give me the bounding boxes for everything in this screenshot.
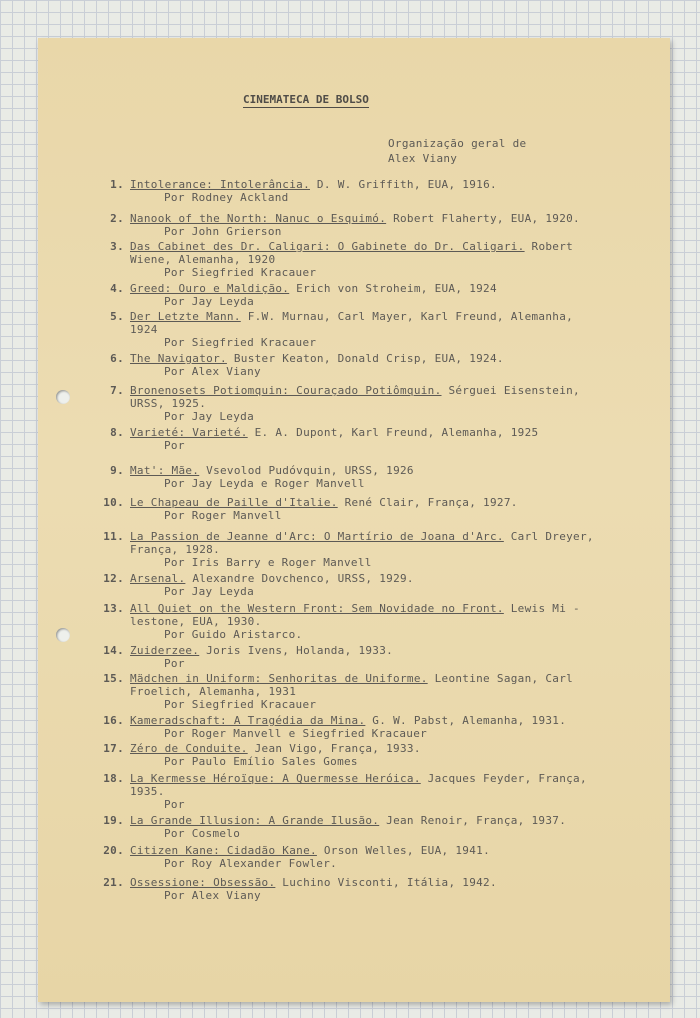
entry-number: 10. xyxy=(103,496,124,509)
entry-main-line xyxy=(130,772,650,785)
entry-author: Por Iris Barry e Roger Manvell xyxy=(164,556,372,569)
entry-continuation: França, 1928. xyxy=(130,543,220,556)
entry-author: Por Siegfried Kracauer xyxy=(164,266,317,279)
entry-number: 15. xyxy=(103,672,124,685)
film-title: Zuiderzee. xyxy=(130,644,200,657)
entry-main-line xyxy=(130,212,650,225)
film-title: Le Chapeau de Paille d'Italie. xyxy=(130,496,338,509)
film-title: Arsenal. xyxy=(130,572,186,585)
entry-main-line xyxy=(130,426,650,439)
entry-number: 11. xyxy=(103,530,124,543)
entry-author: Por Alex Viany xyxy=(164,889,261,902)
entry-main-line xyxy=(130,672,650,685)
film-title: Citizen Kane: Cidadão Kane. xyxy=(130,844,317,857)
film-credits: Erich von Stroheim, EUA, 1924 xyxy=(289,282,497,295)
film-title: Der Letzte Mann. xyxy=(130,310,241,323)
film-credits: Jean Vigo, França, 1933. xyxy=(247,742,421,755)
film-credits: Sérguei Eisenstein, xyxy=(441,384,580,397)
entry-author: Por Jay Leyda xyxy=(164,410,254,423)
film-title: Ossessione: Obsessão. xyxy=(130,876,276,889)
entry-continuation: 1935. xyxy=(130,785,165,798)
entry-number: 8. xyxy=(110,426,124,439)
entry-main-line xyxy=(130,644,650,657)
entry-number: 1. xyxy=(110,178,124,191)
entry-number: 16. xyxy=(103,714,124,727)
entry-number: 20. xyxy=(103,844,124,857)
entry-author: Por Alex Viany xyxy=(164,365,261,378)
document-title: CINEMATECA DE BOLSO xyxy=(243,93,369,106)
entry-continuation: URSS, 1925. xyxy=(130,397,207,410)
entry-main-line xyxy=(130,844,650,857)
entry-continuation: Wiene, Alemanha, 1920 xyxy=(130,253,276,266)
entry-author: Por Paulo Emílio Sales Gomes xyxy=(164,755,358,768)
entry-number: 12. xyxy=(103,572,124,585)
entry-number: 2. xyxy=(110,212,124,225)
entry-main-line xyxy=(130,602,650,615)
typed-document-sheet xyxy=(38,38,670,1002)
entry-author: Por Jay Leyda xyxy=(164,585,254,598)
organizer-credit xyxy=(388,136,526,166)
film-title: Das Cabinet des Dr. Caligari: O Gabinete do Dr. Caligari. xyxy=(130,240,525,253)
entry-main-line xyxy=(130,742,650,755)
entry-main-line xyxy=(130,572,650,585)
entry-main-line xyxy=(130,178,650,191)
film-credits: Leontine Sagan, Carl xyxy=(427,672,574,685)
entry-number: 6. xyxy=(110,352,124,365)
film-title: Kameradschaft: A Tragédia da Mina. xyxy=(130,714,366,727)
entry-main-line xyxy=(130,814,650,827)
entry-main-line xyxy=(130,464,650,477)
film-credits: F.W. Murnau, Carl Mayer, Karl Freund, Alemanha, xyxy=(240,310,574,323)
film-title: All Quiet on the Western Front: Sem Novidade no Front. xyxy=(130,602,504,615)
entry-author: Por John Grierson xyxy=(164,225,282,238)
film-credits: Robert xyxy=(524,240,574,253)
entry-main-line xyxy=(130,310,650,323)
entry-author: Por Siegfried Kracauer xyxy=(164,336,317,349)
film-credits: Jean Renoir, França, 1937. xyxy=(379,814,567,827)
entry-author: Por xyxy=(164,798,185,811)
entry-author: Por Roy Alexander Fowler. xyxy=(164,857,338,870)
film-title: Intolerance: Intolerância. xyxy=(130,178,310,191)
entry-author: Por xyxy=(164,439,185,452)
film-title: La Grande Illusion: A Grande Ilusão. xyxy=(130,814,380,827)
entry-main-line xyxy=(130,496,650,509)
entry-author: Por Jay Leyda e Roger Manvell xyxy=(164,477,365,490)
film-credits: Carl Dreyer, xyxy=(503,530,594,543)
film-title: Zéro de Conduite. xyxy=(130,742,248,755)
entry-main-line xyxy=(130,282,650,295)
entry-number: 3. xyxy=(110,240,124,253)
entry-main-line xyxy=(130,240,650,253)
film-credits: Vsevolod Pudóvquin, URSS, 1926 xyxy=(199,464,414,477)
film-title: Mädchen in Uniform: Senhoritas de Uniforme. xyxy=(130,672,428,685)
entry-author: Por Roger Manvell e Siegfried Kracauer xyxy=(164,727,428,740)
entry-author: Por Siegfried Kracauer xyxy=(164,698,317,711)
entry-main-line xyxy=(130,384,650,397)
film-title: Bronenosets Potiomquin: Couraçado Potiômquin. xyxy=(130,384,442,397)
film-title: Greed: Ouro e Maldição. xyxy=(130,282,290,295)
film-credits: Orson Welles, EUA, 1941. xyxy=(316,844,490,857)
entry-number: 18. xyxy=(103,772,124,785)
entry-number: 19. xyxy=(103,814,124,827)
film-credits: René Clair, França, 1927. xyxy=(337,496,518,509)
entry-number: 9. xyxy=(110,464,124,477)
film-title: Mat': Mãe. xyxy=(130,464,200,477)
film-credits: Alexandre Dovchenco, URSS, 1929. xyxy=(185,572,414,585)
entry-number: 7. xyxy=(110,384,124,397)
entry-main-line xyxy=(130,876,650,889)
entry-continuation: Froelich, Alemanha, 1931 xyxy=(130,685,297,698)
entry-main-line xyxy=(130,530,650,543)
entry-number: 5. xyxy=(110,310,124,323)
entry-main-line xyxy=(130,352,650,365)
film-title: La Passion de Jeanne d'Arc: O Martírio de Joana d'Arc. xyxy=(130,530,504,543)
punch-hole xyxy=(56,628,70,642)
film-credits: D. W. Griffith, EUA, 1916. xyxy=(310,178,497,191)
entry-continuation: 1924 xyxy=(130,323,158,336)
film-title: Nanook of the North: Nanuc o Esquimó. xyxy=(130,212,387,225)
entry-number: 17. xyxy=(103,742,124,755)
entry-author: Por Rodney Ackland xyxy=(164,191,289,204)
entry-continuation: lestone, EUA, 1930. xyxy=(130,615,262,628)
film-credits: Robert Flaherty, EUA, 1920. xyxy=(386,212,580,225)
entry-number: 13. xyxy=(103,602,124,615)
entry-number: 21. xyxy=(103,876,124,889)
organizer-line-1: Organização geral de xyxy=(388,137,527,150)
organizer-line-2: Alex Viany xyxy=(388,152,458,165)
film-credits: Luchino Visconti, Itália, 1942. xyxy=(275,876,497,889)
entry-author: Por xyxy=(164,657,185,670)
film-credits: Joris Ivens, Holanda, 1933. xyxy=(199,644,394,657)
film-title: Varieté: Varieté. xyxy=(130,426,248,439)
entry-author: Por Guido Aristarco. xyxy=(164,628,303,641)
entry-author: Por Jay Leyda xyxy=(164,295,254,308)
film-title: The Navigator. xyxy=(130,352,227,365)
film-credits: Lewis Mi - xyxy=(503,602,580,615)
entry-author: Por Cosmelo xyxy=(164,827,241,840)
film-credits: Jacques Feyder, França, xyxy=(420,772,587,785)
entry-author: Por Roger Manvell xyxy=(164,509,282,522)
film-title: La Kermesse Héroïque: A Quermesse Heróica. xyxy=(130,772,421,785)
film-credits: Buster Keaton, Donald Crisp, EUA, 1924. xyxy=(226,352,504,365)
film-credits: E. A. Dupont, Karl Freund, Alemanha, 1925 xyxy=(247,426,539,439)
entry-number: 4. xyxy=(110,282,124,295)
entry-number: 14. xyxy=(103,644,124,657)
film-credits: G. W. Pabst, Alemanha, 1931. xyxy=(365,714,567,727)
entry-main-line xyxy=(130,714,650,727)
